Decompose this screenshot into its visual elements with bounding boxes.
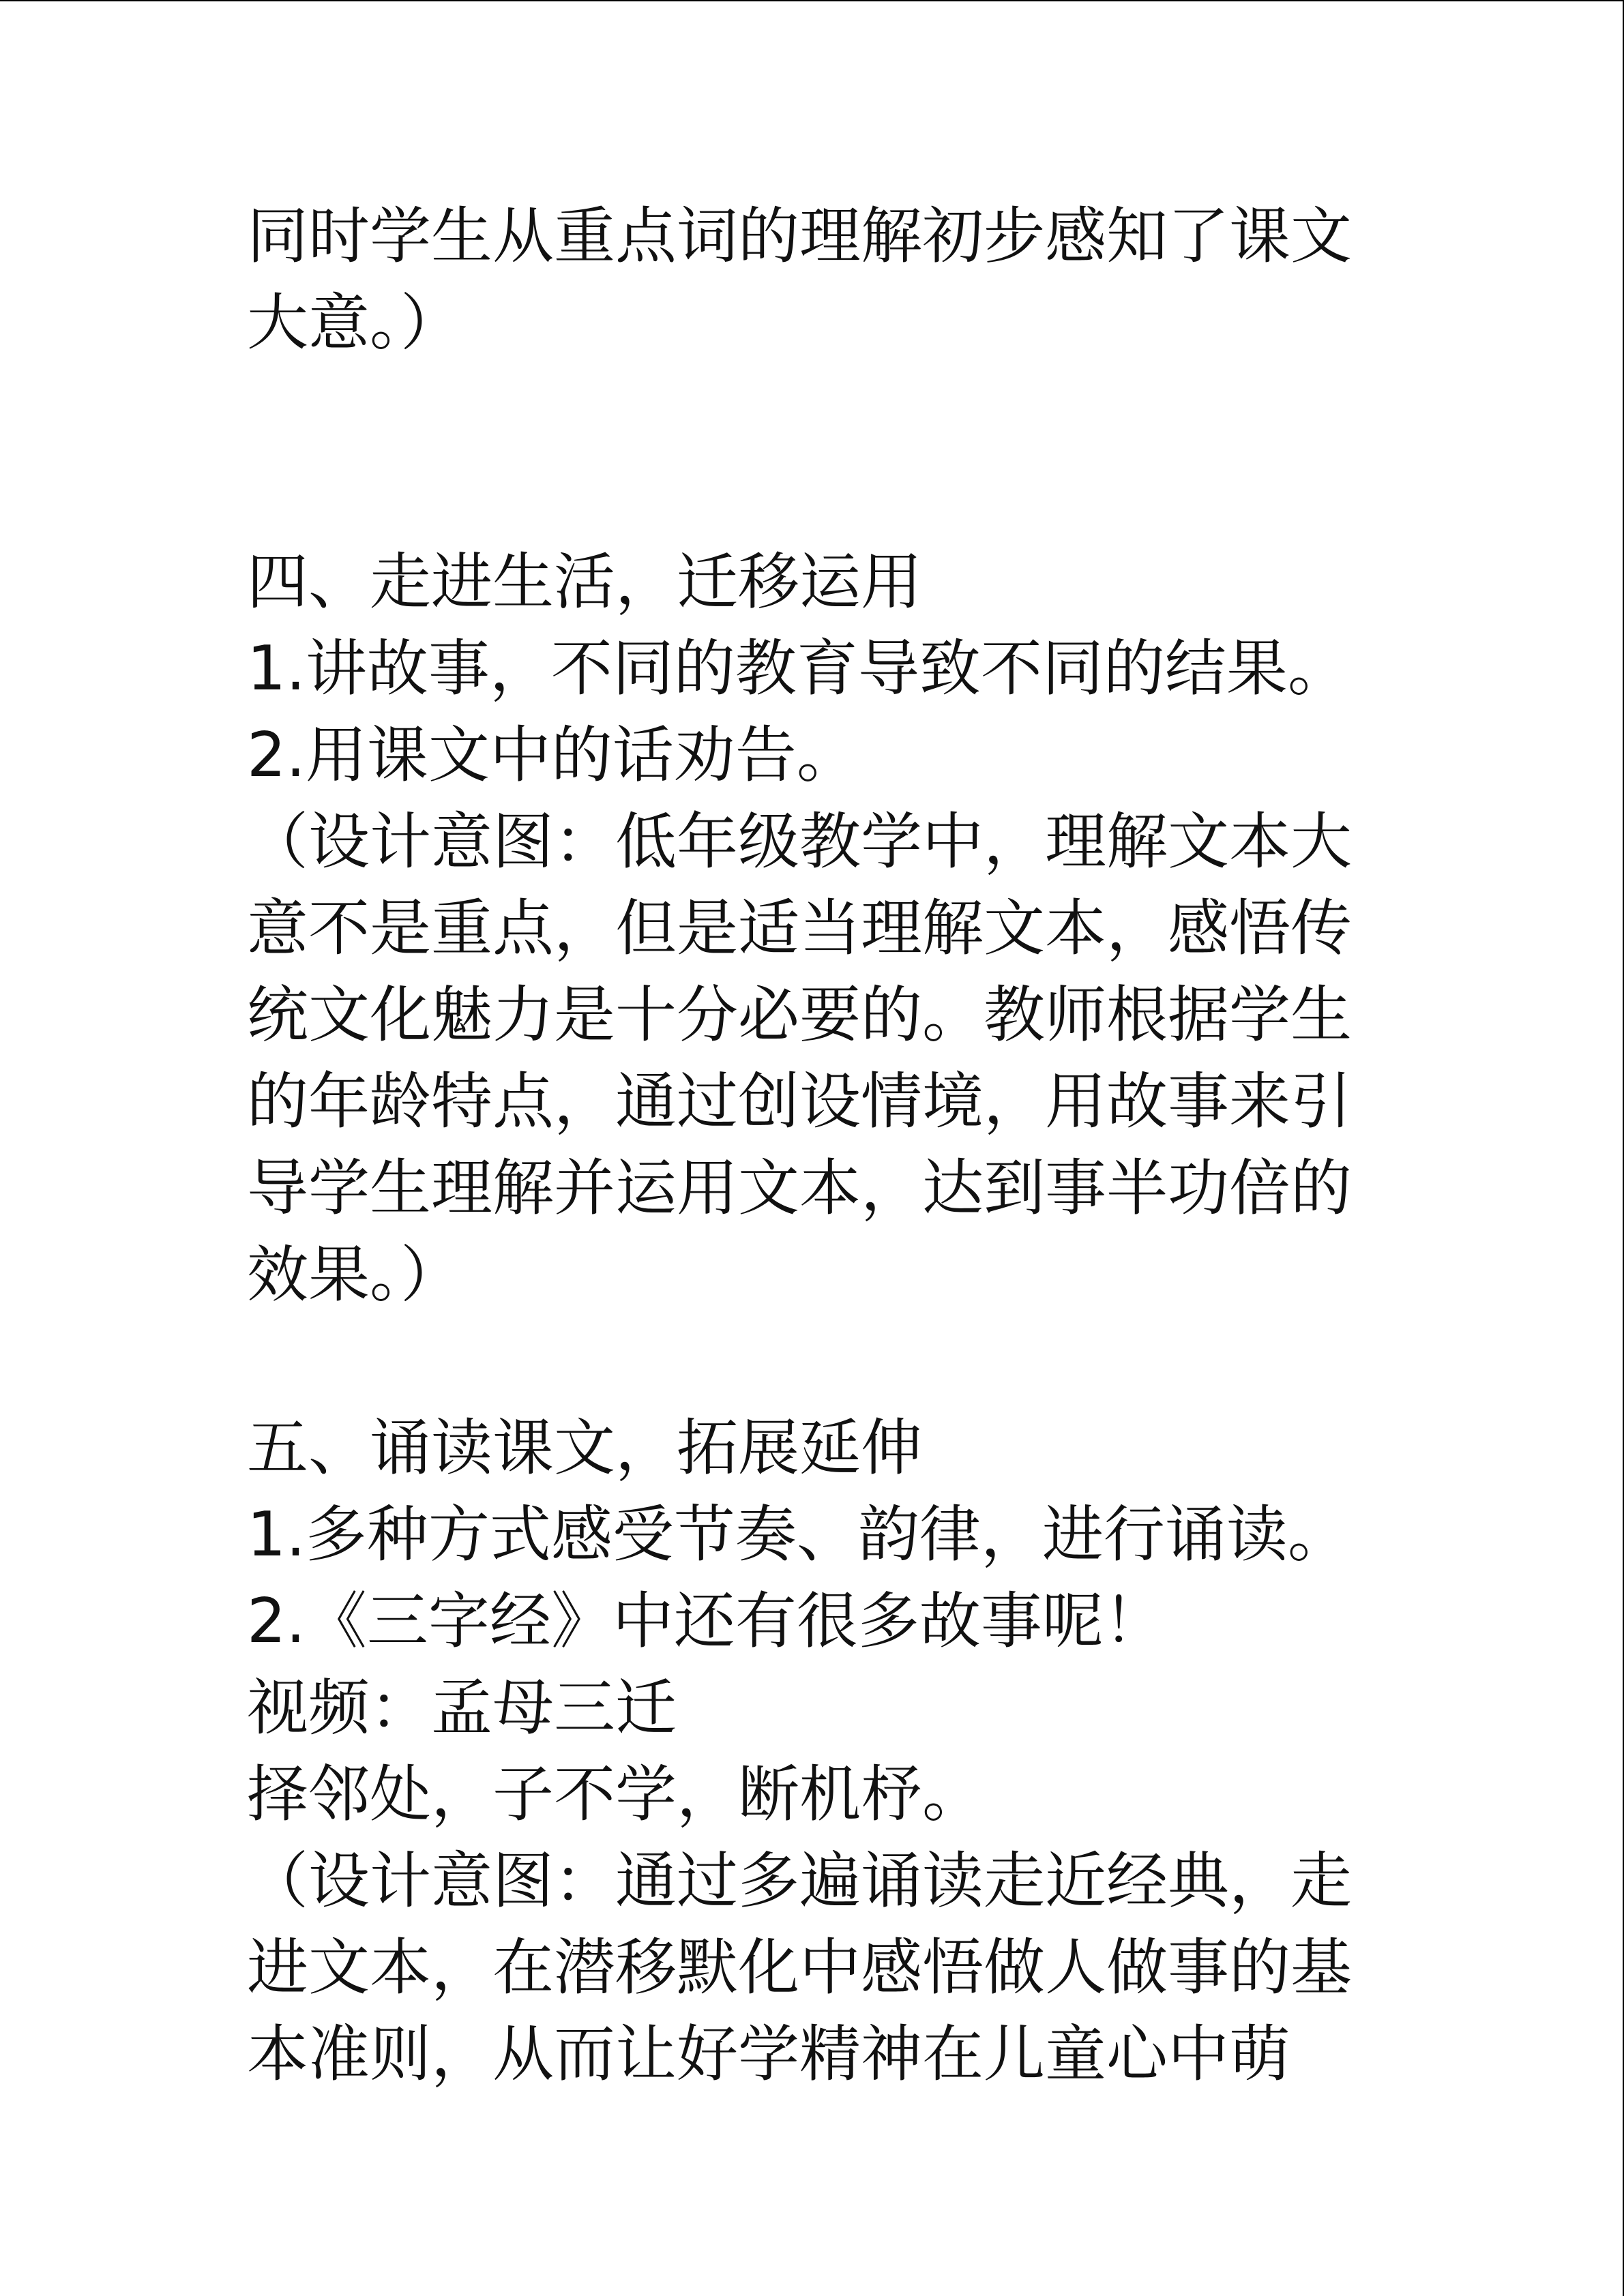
design-note-line: 本准则，从而让好学精神在儿童心中萌 — [247, 2018, 1290, 2090]
design-note-line: 的年龄特点，通过创设情境，用故事来引 — [247, 1066, 1352, 1137]
design-note-line: 意不是重点，但是适当理解文本，感悟传 — [247, 893, 1352, 964]
design-note-line: 进文本，在潜移默化中感悟做人做事的基 — [247, 1932, 1352, 2003]
list-item: 1.多种方式感受节奏、韵律，进行诵读。 — [247, 1499, 1349, 1570]
design-note-line: 统文化魅力是十分必要的。教师根据学生 — [247, 979, 1352, 1051]
design-note-line: 效果。） — [247, 1239, 462, 1311]
list-item: 1.讲故事，不同的教育导致不同的结果。 — [247, 633, 1349, 704]
section-heading-4: 四、走进生活，迁移运用 — [247, 546, 922, 618]
paragraph-line: 大意。） — [247, 287, 462, 359]
paragraph-line: 同时学生从重点词的理解初步感知了课文 — [247, 200, 1352, 272]
list-item: 择邻处，子不学，断机杼。 — [247, 1759, 984, 1830]
list-item: 2.用课文中的话劝告。 — [247, 719, 858, 791]
list-item: 视频：孟母三迁 — [247, 1672, 677, 1744]
design-note-line: （设计意图：低年级教学中，理解文本大 — [247, 806, 1352, 878]
design-note-line: 导学生理解并运用文本，达到事半功倍的 — [247, 1152, 1352, 1224]
design-note-line: （设计意图：通过多遍诵读走近经典，走 — [247, 1845, 1352, 1917]
list-item: 2.《三字经》中还有很多故事呢！ — [247, 1585, 1165, 1657]
section-heading-5: 五、诵读课文，拓展延伸 — [247, 1412, 922, 1484]
